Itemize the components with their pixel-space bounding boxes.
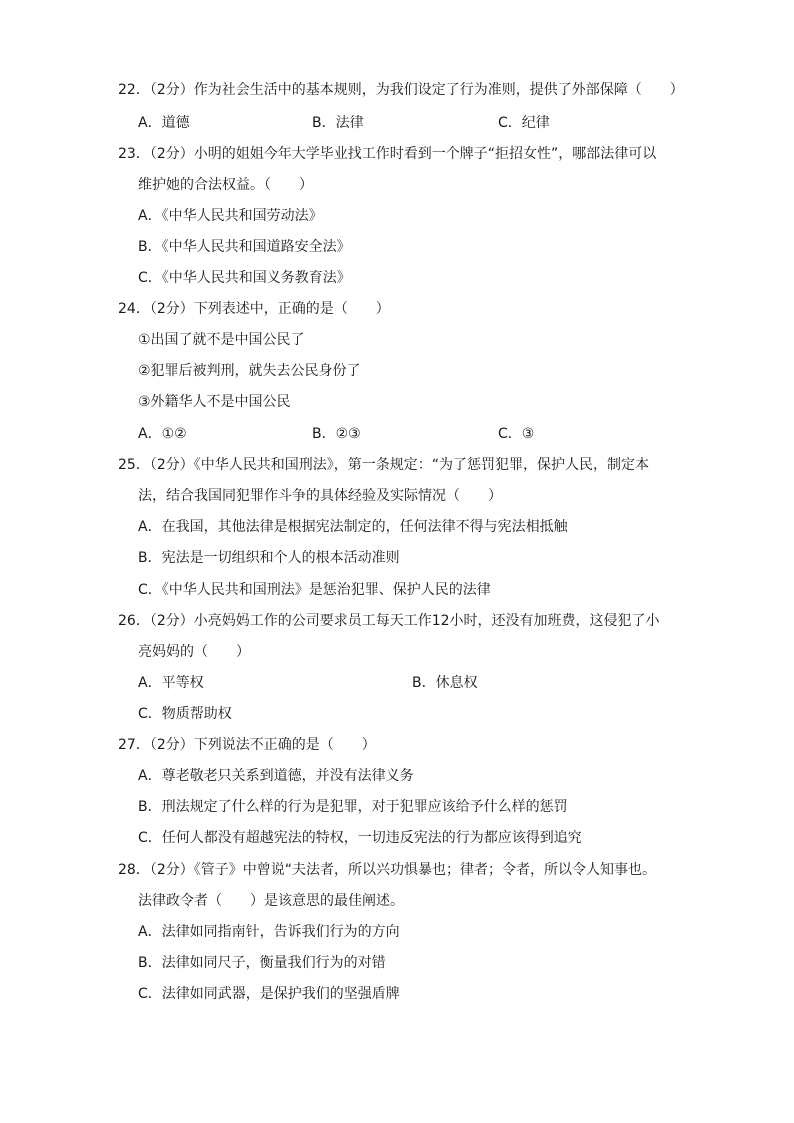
question-22-stem-line-1: 22．（2分）作为社会生活中的基本规则，为我们设定了行为准则，提供了外部保障（ ） <box>118 82 684 98</box>
question-28-option-c: C．法律如同武器，是保护我们的坚强盾牌 <box>138 986 400 1002</box>
question-27-option-c: C．任何人都没有超越宪法的特权，一切违反宪法的行为都应该得到追究 <box>138 830 582 846</box>
question-24-stem-line-1: 24．（2分）下列表述中，正确的是（ ） <box>118 301 390 317</box>
question-28-option-a: A．法律如同指南针，告诉我们行为的方向 <box>138 924 400 940</box>
question-27-option-b: B．刑法规定了什么样的行为是犯罪，对于犯罪应该给予什么样的惩罚 <box>138 799 568 815</box>
question-24-option-a: A．①② <box>138 426 187 442</box>
question-28-stem-line-1: 28．（2分）《管子》中曾说“夫法者，所以兴功惧暴也；律者；令者，所以令人知事也。 <box>118 862 656 878</box>
question-24-option-b: B．②③ <box>312 426 361 442</box>
question-26-option-a: A．平等权 <box>138 675 204 691</box>
question-26-stem-line-2: 亮妈妈的（ ） <box>138 644 250 660</box>
question-28-option-b: B．法律如同尺子，衡量我们行为的对错 <box>138 955 386 971</box>
question-25-stem-line-2: 法，结合我国同犯罪作斗争的具体经验及实际情况（ ） <box>138 488 502 504</box>
question-26-option-c: C．物质帮助权 <box>138 706 232 722</box>
question-23-option-c: C．《中华人民共和国义务教育法》 <box>138 270 351 286</box>
question-23-option-b: B．《中华人民共和国道路安全法》 <box>138 239 351 255</box>
question-25-stem-line-1: 25．（2分）《中华人民共和国刑法》，第一条规定：“为了惩罚犯罪，保护人民，制定本 <box>118 457 649 473</box>
question-25-option-a: A．在我国，其他法律是根据宪法制定的，任何法律不得与宪法相抵触 <box>138 519 568 535</box>
question-22-option-c: C．纪律 <box>498 115 550 131</box>
question-23-stem-line-1: 23．（2分）小明的姐姐今年大学毕业找工作时看到一个牌子“拒招女性”，哪部法律可以 <box>118 146 657 162</box>
question-24-option-c: C．③ <box>498 426 535 442</box>
question-25-option-c: C．《中华人民共和国刑法》是惩治犯罪、保护人民的法律 <box>138 582 491 598</box>
question-25-option-b: B．宪法是一切组织和个人的根本活动准则 <box>138 550 400 566</box>
question-22-option-b: B．法律 <box>312 115 364 131</box>
question-27-option-a: A．尊老敬老只关系到道德，并没有法律义务 <box>138 768 414 784</box>
question-23-option-a: A．《中华人民共和国劳动法》 <box>138 208 323 224</box>
question-26-stem-line-1: 26．（2分）小亮妈妈工作的公司要求员工每天工作12小时，还没有加班费，这侵犯了小 <box>118 613 660 629</box>
question-27-stem-line-1: 27．（2分）下列说法不正确的是（ ） <box>118 737 376 753</box>
question-26-option-b: B．休息权 <box>412 675 478 691</box>
question-23-stem-line-2: 维护她的合法权益。（ ） <box>138 177 313 193</box>
question-24-item-1: ①出国了就不是中国公民了 <box>138 332 305 348</box>
question-24-item-2: ②犯罪后被判刑，就失去公民身份了 <box>138 363 361 379</box>
question-22-option-a: A．道德 <box>138 115 190 131</box>
question-24-item-3: ③外籍华人不是中国公民 <box>138 394 291 410</box>
question-28-stem-line-2: 法律政令者（ ）是该意思的最佳阐述。 <box>138 893 404 909</box>
